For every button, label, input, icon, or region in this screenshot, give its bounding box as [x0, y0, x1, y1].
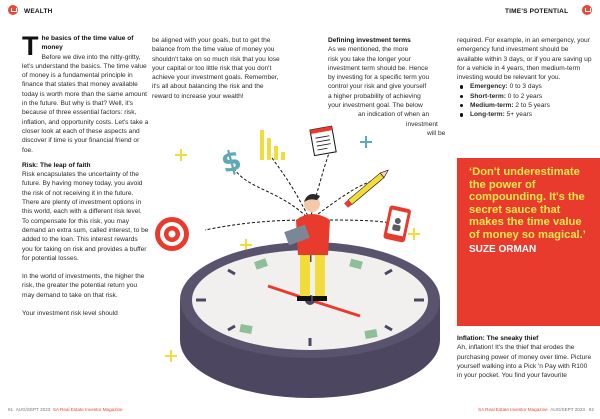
- page-number-right: 62: [588, 407, 594, 412]
- notepad-icon: [310, 126, 336, 155]
- magazine-name-left: SA Real Estate Investor Magazine: [52, 407, 123, 412]
- svg-text:$: $: [217, 143, 245, 180]
- pull-quote-author: SUZE ORMAN: [469, 244, 537, 255]
- footer-left: [8, 407, 123, 412]
- text-line: a higher probability of achieving: [328, 92, 421, 100]
- page-number-left: 61: [8, 407, 14, 412]
- phone-icon: [383, 205, 412, 243]
- text-line: control your risk and give yourself: [328, 83, 427, 91]
- issue-date-left: AUG/SEPT 2023: [15, 407, 51, 412]
- intro-paragraph: Before we dive into the nitty-gritty, let's understand the basics. The time value of money is a fundamental principle in finance that states that money available today is worth more than the same amount in the future. But why is that? Well, it's because of three essential factors: risk, inflation, and opportunity costs. Let's take a closer look at each of these aspects and discover if time is your financial friend or foe.: [22, 53, 149, 154]
- column-4: [457, 36, 592, 120]
- section-label-times-potential: TIME'S POTENTIAL: [505, 8, 569, 15]
- term-value: 2 to 5 years: [513, 102, 550, 110]
- pull-quote-text: ‘Don't underestimate the power of compounding. It's the secret sauce that makes the time value of money so magical.’: [469, 166, 586, 241]
- text-line: As we mentioned, the more: [328, 46, 409, 54]
- dollar-icon: [217, 143, 244, 180]
- term-item: [467, 92, 592, 101]
- section-label-wealth: WEALTH: [24, 8, 53, 15]
- article-intro: [22, 31, 150, 155]
- text-line: by investing for a specific term you: [328, 74, 430, 82]
- term-label: Medium-term:: [470, 102, 514, 110]
- text-line: investment term should be. Hence: [328, 64, 429, 72]
- footer-right: [478, 407, 594, 412]
- term-label: Long-term:: [470, 111, 505, 119]
- section-heading-risk: Risk: The leap of faith: [22, 161, 91, 169]
- term-label: Short-term:: [470, 92, 506, 100]
- section-heading-inflation: Inflation: The sneaky thief: [457, 335, 539, 342]
- paragraph-risk-level: Your investment risk level should: [22, 310, 118, 318]
- term-item: [467, 82, 592, 91]
- investment-terms-list: [457, 82, 592, 119]
- column-2: [152, 36, 280, 101]
- column-2-paragraph: be aligned with your goals, but to get the balance from the time value of money you shouldn't take on so much risk that you lose your capital or too little risk that you don't achieve your investment goals. Remember, it's all about balancing the risk and the reward to increase your wealth!: [152, 37, 280, 100]
- terms-intro: required. For example, in an emergency, your emergency fund investment should be available within 3 days, or if you are saving up for a vehicle in 4 years, then medium-term investing would be relevant for you.: [457, 37, 592, 82]
- magazine-name-right: SA Real Estate Investor Magazine: [478, 407, 548, 412]
- text-line: risk you take the longer your: [328, 55, 411, 63]
- text-line: your investment goal. The below: [328, 102, 423, 110]
- magazine-logo-right: [582, 5, 592, 15]
- text-line: will be: [427, 129, 446, 137]
- pencil-icon: [344, 168, 390, 208]
- term-item: [467, 110, 592, 119]
- column-1: [22, 31, 150, 327]
- section-heading-basics: he basics of the time value of money: [41, 35, 134, 52]
- text-line: an indication of when an: [358, 111, 430, 119]
- paragraph-higher-risk: In the world of investments, the higher the risk, the greater the potential return you may demand to take on that risk.: [22, 273, 145, 299]
- magazine-logo-left: [8, 5, 18, 15]
- term-value: 0 to 2 years: [505, 92, 543, 100]
- column-4-lower: [457, 334, 592, 380]
- term-label: Emergency:: [470, 83, 508, 91]
- clock-illustration: [150, 110, 455, 410]
- risk-paragraph: Risk encapsulates the uncertainty of the future. By having money today, you avoid the risk of not receiving it in the future. There are plenty of investment options in this world, each with a different risk level. To compensate for this risk, you may demand an extra sum, called interest, to be added to the loan. This interest rewards you for taking on risk and provides a buffer for potential losses.: [22, 171, 149, 262]
- target-icon: [155, 217, 189, 251]
- bar-chart-icon: [260, 130, 285, 160]
- term-value: 0 to 3 days: [507, 83, 542, 91]
- term-value: 5+ years: [504, 111, 533, 119]
- drop-cap: T: [22, 31, 39, 61]
- text-line: investment: [406, 120, 438, 128]
- section-heading-investment-terms: Defining investment terms: [328, 37, 411, 44]
- pull-quote-box: [457, 158, 600, 326]
- inflation-paragraph: Ah, inflation! It's the thief that erodes the purchasing power of money over time. Picture yourself walking into a Pick 'n Pay with R100 in your pocket. You find your favourite: [457, 344, 592, 380]
- term-item: [467, 101, 592, 110]
- issue-date-right: AUG/SEPT 2023: [550, 407, 585, 412]
